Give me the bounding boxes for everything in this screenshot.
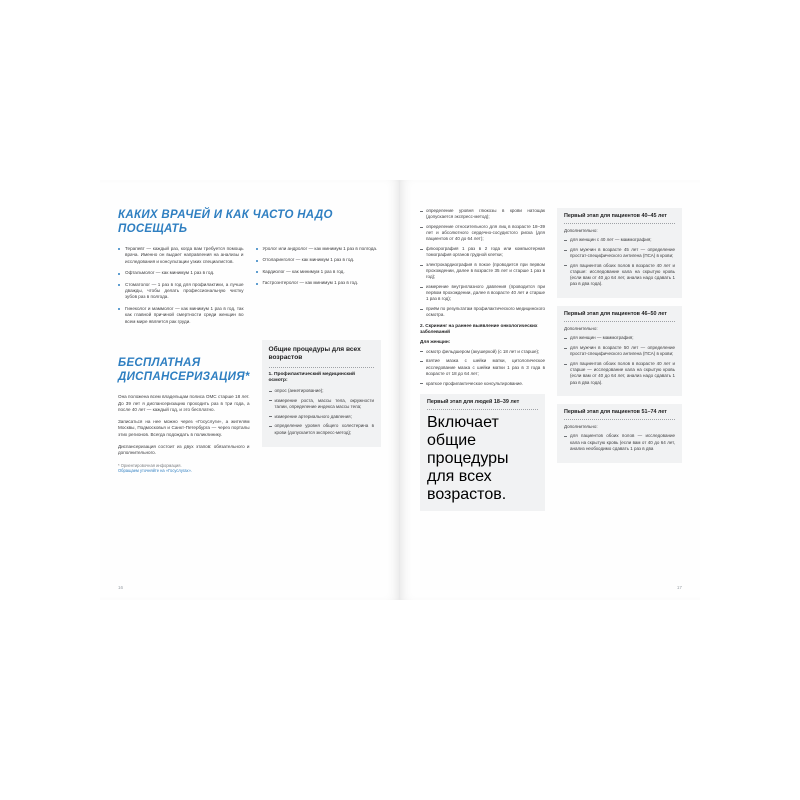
left-bottom-panel [262,340,382,474]
divider [564,321,675,322]
section-title-free-checkup: БЕСПЛАТНАЯ ДИСПАНСЕРИЗАЦИЯ* [118,357,250,384]
stage-title: Первый этап для пациентов 40–45 лет [564,213,667,219]
list-item: для женщин — маммография; [564,335,675,341]
stage-title: Первый этап для пациентов 46–50 лет [564,311,667,318]
stage-subtitle: Дополнительно: [564,424,598,430]
divider [269,367,375,368]
left-bottom-text [118,340,250,474]
right-columns [420,208,682,582]
procedures-continued-list [420,208,545,319]
panel-item-list [269,388,375,436]
divider [427,409,538,410]
list-item: измерение внутриглазного давления (проводится при первом прохождении, далее в возрасте 40 лет и старше 1 раз в год); [420,284,545,303]
list-item: Гинеколог и маммолог — как минимум 1 раз в год, так как главной причиной смертности среди женщин во всем мире является рак груди. [118,306,244,325]
list-item: Отоларинголог — как минимум 1 раз в год. [256,257,382,263]
footnote-line-2: Обращаем уточняйте на «Госуслугах». [118,468,193,474]
stage-text: Включает общие процедуры для всех возрастов. [427,413,509,503]
list-item: для женщин с 40 лет — маммография; [564,237,675,243]
list-item: Гастроэнтеролог — как минимум 1 раз в год. [256,280,382,286]
stage-item-list [564,433,675,452]
list-item: краткое профилактическое консультирование. [420,381,545,387]
list-item: для мужчин в возрасте 45 лет — определение простат-специфического антигена (ПСА) в крови; [564,247,675,259]
common-procedures-panel [262,340,382,447]
doctor-list-col1 [118,246,244,325]
list-item: Уролог или андролог — как минимум 1 раз в полгода. [256,246,382,252]
list-item: для пациентов обоих полов — исследование кала на скрытую кровь (если вам от 40 до 64 лет, анализ необходимо сдавать 1 раз в два [564,433,675,452]
stage-item-list [564,335,675,385]
for-women-list [420,349,545,387]
list-item: приём по результатам профилактического медицинского осмотра. [420,306,545,318]
right-column-right [557,208,682,582]
right-column-left [420,208,545,582]
footnote [118,463,250,474]
footnote-line-1: * Ориентировочная информация. [118,462,182,468]
left-column-2 [256,246,382,330]
list-item: Стоматолог — 1 раз в год для профилактики, а лучше дважды, чтобы делать профессиональную чистку зубов раз в полгода. [118,282,244,301]
stage-subtitle: Дополнительно: [564,326,598,332]
left-top-columns [118,246,381,330]
page-number-right: 17 [676,585,682,590]
list-item: определение уровня глюкозы в крови натощак (допускается экспресс-метод); [420,208,545,220]
paragraph: Диспансеризация состоит из двух этапов: обязательного и дополнительного. [118,443,250,456]
stage-title: Первый этап для пациентов 51–74 лет [564,409,667,416]
list-item: измерение артериального давления; [269,414,375,420]
list-item: электрокардиография в покое (проводится при первом прохождении, далее в возрасте 35 лет и старше 1 раз в год); [420,262,545,281]
list-item: Кардиолог — как минимум 1 раз в год. [256,269,382,275]
screening-section-label: 2. Скрининг на раннее выявление онкологических заболеваний [420,322,538,334]
list-item: измерение роста, массы тела, окружности талии, определение индекса массы тела; [269,398,375,410]
left-column-1 [118,246,244,330]
list-item: для пациентов обоих полов в возрасте 40 лет и старше — исследование кала на скрытую кровь (если вам от 40 до 64 лет, анализ надо сдавать 1 раз в два года). [564,361,675,386]
page-number-left: 16 [118,585,124,590]
stage-box-18-39 [420,394,545,511]
list-item: для пациентов обоих полов в возрасте 40 лет и старше: исследование кала на скрытую кровь (если вам от 40 до 64 лет, анализ надо сдавать 1 раз в два года). [564,263,675,288]
list-item: для мужчин в возрасте 50 лет — определение простат-специфического антигена (ПСА) в крови; [564,345,675,357]
book-spread [100,180,700,600]
panel-subitem-label: 1. Профилактический медицинский осмотр: [268,371,356,384]
paragraph: Она положена всем владельцам полиса ОМС старше 18 лет. До 39 лет я диспансеризацию проходить раз в три года, а после 40 лет — каждый год, и это бесплатно. [118,394,250,413]
paragraph: Записаться на нее можно через «Госуслуги», а жителям Москвы, Подмосковья и Санкт-Петербурга — через порталы этих регионов. Всегда подождать в поликлинику. [118,418,250,438]
page-right [400,180,700,600]
stage-box-46-50 [557,306,682,396]
list-item: опрос (анкетирование); [269,388,375,394]
divider [564,223,675,224]
stage-box-51-74 [557,404,682,462]
list-item: осмотр фельдшером (акушеркой) (с 18 лет и старше); [420,349,545,355]
left-bottom-columns [118,340,381,474]
panel-title: Общие процедуры для всех возрастов [268,346,361,362]
for-women-label: Для женщин: [420,339,451,345]
list-item: Офтальмолог — как минимум 1 раз в год. [118,270,244,276]
list-item: Терапевт — каждый раз, когда вам требуется помощь врача. Именно он выдает направления на анализы и исследования и консультации узких специалистов. [118,246,244,265]
divider [564,419,675,420]
list-item: определение уровня общего холестерина в крови (допускается экспресс-метод); [269,423,375,435]
doctor-list-col2 [256,246,382,287]
page-left [100,180,400,600]
list-item: флюорография 1 раз в 2 года или компьютерная томография органов грудной клетки; [420,246,545,258]
stage-box-40-45 [557,208,682,298]
page-title-left: КАКИХ ВРАЧЕЙ И КАК ЧАСТО НАДО ПОСЕЩАТЬ [118,209,333,235]
stage-item-list [564,237,675,287]
stage-title: Первый этап для людей 18–39 лет [427,398,520,405]
stage-subtitle: Дополнительно: [564,228,598,233]
list-item: взятие мазка с шейки матки, цитологическое исследование мазка с шейки матки 1 раз в 3 года в возрасте от 18 до 64 лет; [420,358,545,377]
list-item: определение относительного для лиц в возрасте 18–39 лет и абсолютного сердечно-сосудистого риска (для пациентов от 40 до 64 лет); [420,224,545,243]
